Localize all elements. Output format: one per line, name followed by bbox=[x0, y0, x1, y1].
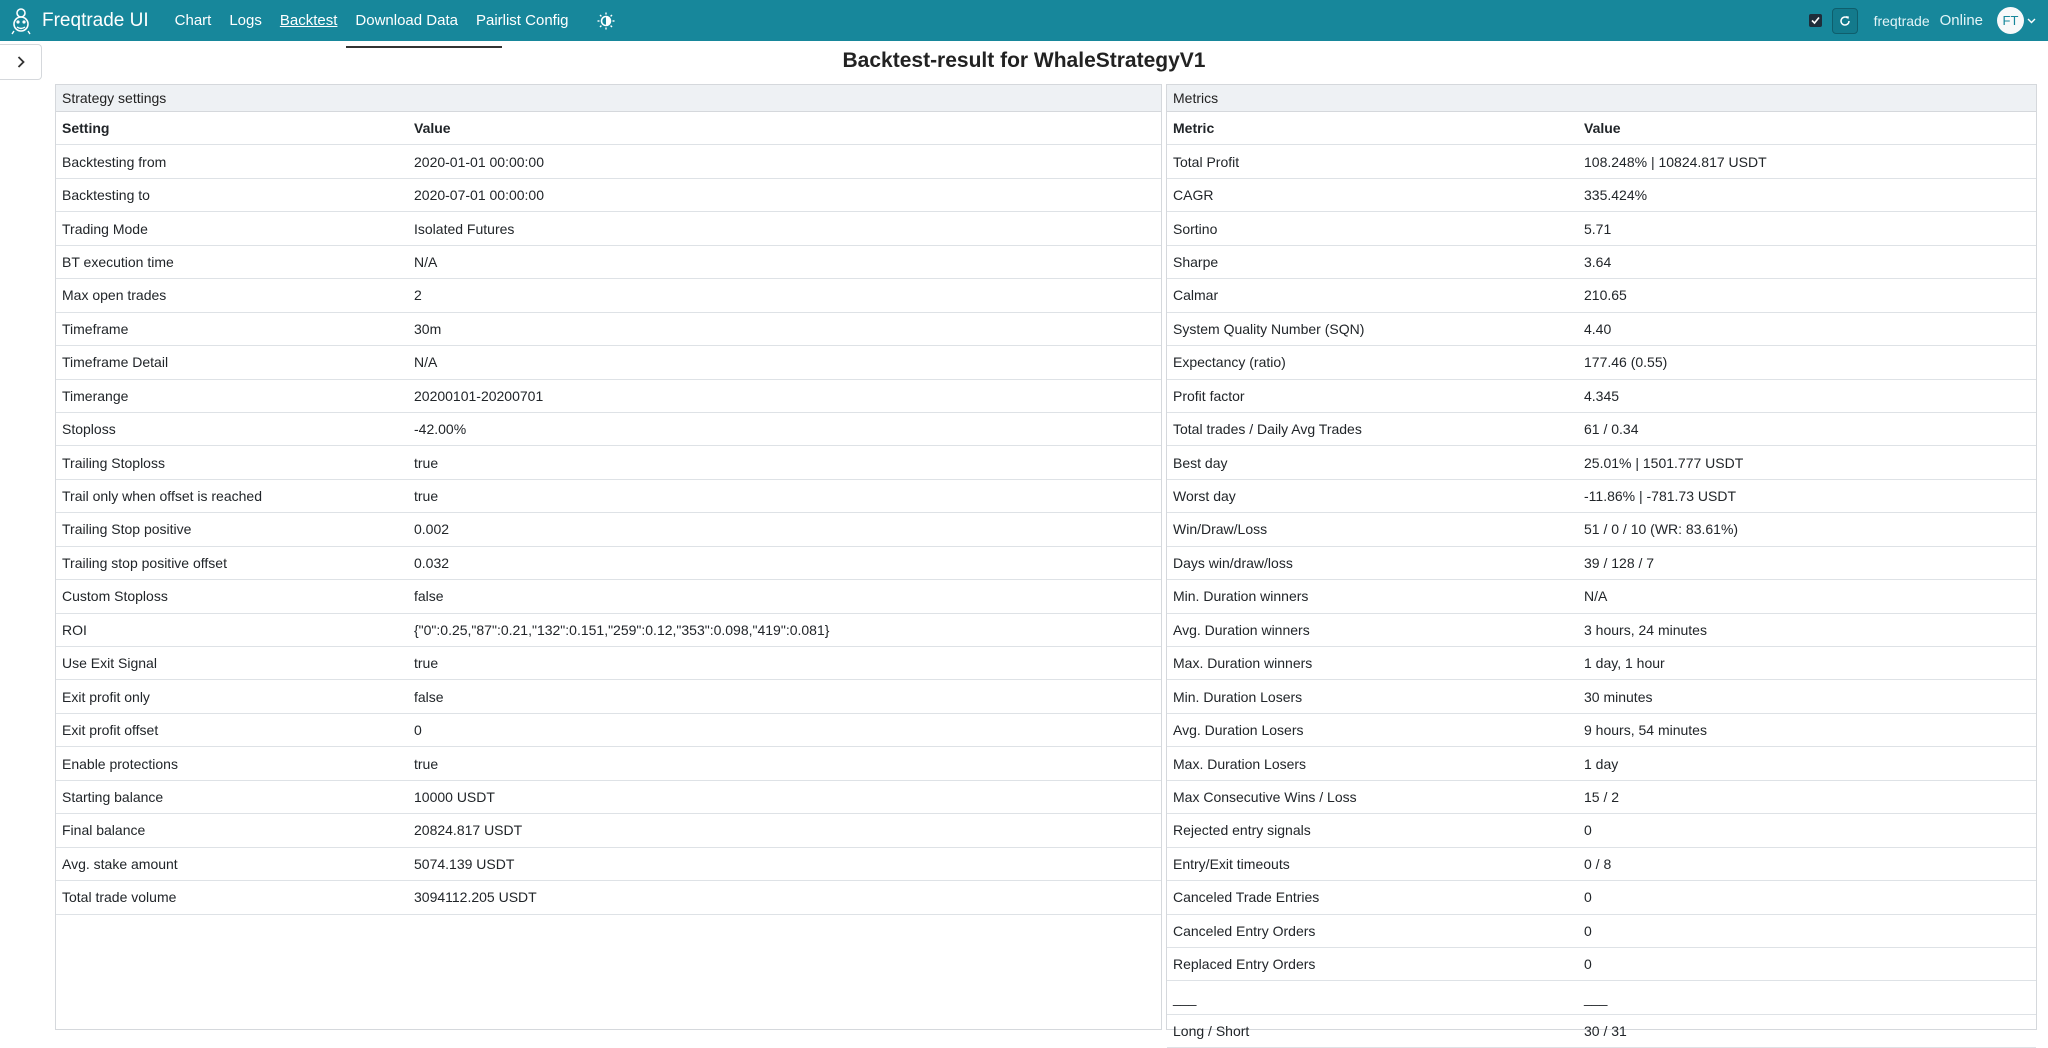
metric-name: Max Consecutive Wins / Loss bbox=[1167, 780, 1578, 813]
table-row bbox=[1167, 513, 2036, 546]
setting-name: Trailing Stoploss bbox=[56, 446, 408, 479]
setting-value: true bbox=[408, 479, 1161, 512]
metric-value: 3.64 bbox=[1578, 245, 2036, 278]
setting-name: Exit profit offset bbox=[56, 713, 408, 746]
refresh-icon bbox=[1839, 15, 1851, 27]
table-row bbox=[56, 713, 1161, 746]
table-row bbox=[1167, 379, 2036, 412]
setting-value: 10000 USDT bbox=[408, 780, 1161, 813]
table-row bbox=[1167, 981, 2036, 1014]
table-row bbox=[56, 780, 1161, 813]
setting-name: Use Exit Signal bbox=[56, 647, 408, 680]
table-row bbox=[1167, 346, 2036, 379]
metric-name: Canceled Trade Entries bbox=[1167, 881, 1578, 914]
navbar-right bbox=[1809, 0, 2040, 41]
setting-value: 0.032 bbox=[408, 546, 1161, 579]
setting-name: Trailing stop positive offset bbox=[56, 546, 408, 579]
metric-value: 0 bbox=[1578, 814, 2036, 847]
chevron-down-icon[interactable] bbox=[2027, 16, 2036, 25]
setting-value: true bbox=[408, 446, 1161, 479]
metric-value: 177.46 (0.55) bbox=[1578, 346, 2036, 379]
table-row bbox=[56, 513, 1161, 546]
metric-name: Total Profit bbox=[1167, 145, 1578, 178]
table-row bbox=[1167, 446, 2036, 479]
setting-name: Timeframe Detail bbox=[56, 346, 408, 379]
table-row bbox=[56, 647, 1161, 680]
setting-name: Exit profit only bbox=[56, 680, 408, 713]
table-header-row bbox=[1167, 112, 2036, 145]
brand-title: Freqtrade UI bbox=[42, 9, 149, 31]
brand[interactable] bbox=[10, 7, 149, 35]
metric-name: ___ bbox=[1167, 981, 1578, 1014]
table-row bbox=[56, 546, 1161, 579]
setting-name: Trailing Stop positive bbox=[56, 513, 408, 546]
table-row bbox=[56, 412, 1161, 445]
setting-name: Backtesting to bbox=[56, 178, 408, 211]
nav-chart[interactable]: Chart bbox=[174, 12, 212, 29]
user-avatar[interactable]: FT bbox=[1997, 7, 2024, 34]
setting-name: Enable protections bbox=[56, 747, 408, 780]
metric-name: Replaced Entry Orders bbox=[1167, 947, 1578, 980]
check-icon bbox=[1811, 16, 1820, 25]
auto-refresh-checkbox[interactable] bbox=[1809, 14, 1822, 27]
table-row bbox=[1167, 145, 2036, 178]
column-header-metric[interactable]: Metric bbox=[1167, 112, 1578, 145]
metric-name: System Quality Number (SQN) bbox=[1167, 312, 1578, 345]
top-navbar bbox=[0, 0, 2048, 41]
main-nav bbox=[175, 12, 615, 30]
metric-value: 1 day, 1 hour bbox=[1578, 647, 2036, 680]
table-row bbox=[1167, 613, 2036, 646]
metric-name: Max. Duration Losers bbox=[1167, 747, 1578, 780]
metric-value: 335.424% bbox=[1578, 178, 2036, 211]
metric-value: 51 / 0 / 10 (WR: 83.61%) bbox=[1578, 513, 2036, 546]
table-row bbox=[56, 178, 1161, 211]
column-header-setting[interactable]: Setting bbox=[56, 112, 408, 145]
setting-name: Backtesting from bbox=[56, 145, 408, 178]
metric-name: Win/Draw/Loss bbox=[1167, 513, 1578, 546]
nav-pairlist-config[interactable]: Pairlist Config bbox=[475, 12, 569, 29]
table-row bbox=[56, 580, 1161, 613]
freqtrade-logo-icon bbox=[10, 7, 32, 35]
metric-value: 0 bbox=[1578, 881, 2036, 914]
metric-name: Sortino bbox=[1167, 212, 1578, 245]
metric-name: Max. Duration winners bbox=[1167, 647, 1578, 680]
metric-value: 1 day bbox=[1578, 747, 2036, 780]
metric-value: 30 minutes bbox=[1578, 680, 2036, 713]
setting-value: 30m bbox=[408, 312, 1161, 345]
setting-value: N/A bbox=[408, 346, 1161, 379]
metric-value: N/A bbox=[1578, 580, 2036, 613]
metric-name: CAGR bbox=[1167, 178, 1578, 211]
metric-value: 15 / 2 bbox=[1578, 780, 2036, 813]
metric-value: 4.345 bbox=[1578, 379, 2036, 412]
table-row bbox=[1167, 412, 2036, 445]
metric-name: Expectancy (ratio) bbox=[1167, 346, 1578, 379]
setting-value: 2020-07-01 00:00:00 bbox=[408, 178, 1161, 211]
metric-name: Profit factor bbox=[1167, 379, 1578, 412]
metric-value: 39 / 128 / 7 bbox=[1578, 546, 2036, 579]
table-row bbox=[1167, 279, 2036, 312]
metric-value: 61 / 0.34 bbox=[1578, 412, 2036, 445]
metric-value: 108.248% | 10824.817 USDT bbox=[1578, 145, 2036, 178]
strategy-settings-header: Strategy settings bbox=[56, 85, 1161, 112]
setting-value: true bbox=[408, 747, 1161, 780]
metric-value: 25.01% | 1501.777 USDT bbox=[1578, 446, 2036, 479]
metric-name: Min. Duration Losers bbox=[1167, 680, 1578, 713]
metric-name: Entry/Exit timeouts bbox=[1167, 847, 1578, 880]
metric-value: 30 / 31 bbox=[1578, 1014, 2036, 1047]
setting-value: 5074.139 USDT bbox=[408, 847, 1161, 880]
metric-value: 0 / 8 bbox=[1578, 847, 2036, 880]
metric-name: Avg. Duration Losers bbox=[1167, 713, 1578, 746]
setting-name: Custom Stoploss bbox=[56, 580, 408, 613]
setting-value: 3094112.205 USDT bbox=[408, 881, 1161, 914]
setting-name: Timerange bbox=[56, 379, 408, 412]
metric-name: Calmar bbox=[1167, 279, 1578, 312]
setting-value: 20200101-20200701 bbox=[408, 379, 1161, 412]
metric-value: 3 hours, 24 minutes bbox=[1578, 613, 2036, 646]
table-row bbox=[56, 145, 1161, 178]
setting-name: Trail only when offset is reached bbox=[56, 479, 408, 512]
setting-value: true bbox=[408, 647, 1161, 680]
table-row bbox=[1167, 546, 2036, 579]
metric-name: Avg. Duration winners bbox=[1167, 613, 1578, 646]
table-row bbox=[56, 379, 1161, 412]
table-row bbox=[56, 814, 1161, 847]
metric-name: Best day bbox=[1167, 446, 1578, 479]
metric-name: Canceled Entry Orders bbox=[1167, 914, 1578, 947]
metric-name: Days win/draw/loss bbox=[1167, 546, 1578, 579]
table-row bbox=[1167, 245, 2036, 278]
setting-value: N/A bbox=[408, 245, 1161, 278]
setting-value: 0.002 bbox=[408, 513, 1161, 546]
setting-name: Timeframe bbox=[56, 312, 408, 345]
setting-name: Final balance bbox=[56, 814, 408, 847]
metrics-card bbox=[1166, 84, 2037, 1040]
metric-value: 210.65 bbox=[1578, 279, 2036, 312]
setting-value: 2020-01-01 00:00:00 bbox=[408, 145, 1161, 178]
strategy-settings-card bbox=[55, 84, 1162, 1030]
setting-name: Starting balance bbox=[56, 780, 408, 813]
table-row bbox=[1167, 1014, 2036, 1047]
setting-value: 2 bbox=[408, 279, 1161, 312]
metric-name: Rejected entry signals bbox=[1167, 814, 1578, 847]
nav-logs[interactable]: Logs bbox=[229, 12, 262, 29]
bot-name: freqtrade bbox=[1873, 12, 1930, 29]
table-row bbox=[1167, 713, 2036, 746]
table-row bbox=[1167, 814, 2036, 847]
setting-name: Total trade volume bbox=[56, 881, 408, 914]
table-row bbox=[56, 245, 1161, 278]
table-row bbox=[1167, 914, 2036, 947]
setting-value: -42.00% bbox=[408, 412, 1161, 445]
table-row bbox=[1167, 312, 2036, 345]
metric-name: Total trades / Daily Avg Trades bbox=[1167, 412, 1578, 445]
table-row bbox=[1167, 580, 2036, 613]
metric-value: -11.86% | -781.73 USDT bbox=[1578, 479, 2036, 512]
table-row bbox=[56, 346, 1161, 379]
table-row bbox=[56, 312, 1161, 345]
table-row bbox=[1167, 647, 2036, 680]
refresh-button[interactable] bbox=[1832, 8, 1858, 34]
metric-value: 4.40 bbox=[1578, 312, 2036, 345]
setting-name: BT execution time bbox=[56, 245, 408, 278]
column-header-value[interactable]: Value bbox=[1578, 112, 2036, 145]
metrics-table bbox=[1167, 112, 2036, 1048]
table-row bbox=[56, 613, 1161, 646]
nav-download-data[interactable]: Download Data bbox=[355, 12, 458, 29]
setting-value: Isolated Futures bbox=[408, 212, 1161, 245]
setting-value: false bbox=[408, 680, 1161, 713]
page-title: Backtest-result for WhaleStrategyV1 bbox=[842, 49, 1206, 72]
table-row bbox=[1167, 881, 2036, 914]
setting-name: Trading Mode bbox=[56, 212, 408, 245]
bot-status: Online bbox=[1939, 12, 1983, 29]
metric-name: Worst day bbox=[1167, 479, 1578, 512]
metric-name: Sharpe bbox=[1167, 245, 1578, 278]
nav-backtest[interactable]: Backtest bbox=[279, 12, 338, 29]
metric-value: 0 bbox=[1578, 947, 2036, 980]
table-row bbox=[56, 881, 1161, 914]
table-row bbox=[56, 212, 1161, 245]
table-row bbox=[1167, 178, 2036, 211]
table-row bbox=[56, 479, 1161, 512]
setting-value: 0 bbox=[408, 713, 1161, 746]
table-row bbox=[1167, 212, 2036, 245]
table-header-row bbox=[56, 112, 1161, 145]
column-header-value[interactable]: Value bbox=[408, 112, 1161, 145]
table-row bbox=[56, 446, 1161, 479]
setting-name: Stoploss bbox=[56, 412, 408, 445]
table-row bbox=[56, 747, 1161, 780]
metric-value: 9 hours, 54 minutes bbox=[1578, 713, 2036, 746]
metric-name: Min. Duration winners bbox=[1167, 580, 1578, 613]
table-row bbox=[1167, 747, 2036, 780]
table-row bbox=[56, 680, 1161, 713]
table-row bbox=[1167, 479, 2036, 512]
metrics-header: Metrics bbox=[1167, 85, 2036, 112]
table-row bbox=[1167, 780, 2036, 813]
metric-value: ___ bbox=[1578, 981, 2036, 1014]
metric-value: 0 bbox=[1578, 914, 2036, 947]
strategy-settings-table bbox=[56, 112, 1161, 915]
metric-name: Long / Short bbox=[1167, 1014, 1578, 1047]
setting-value: false bbox=[408, 580, 1161, 613]
table-row bbox=[1167, 947, 2036, 980]
table-row bbox=[56, 847, 1161, 880]
setting-value: 20824.817 USDT bbox=[408, 814, 1161, 847]
setting-name: Avg. stake amount bbox=[56, 847, 408, 880]
table-row bbox=[1167, 847, 2036, 880]
metric-value: 5.71 bbox=[1578, 212, 2036, 245]
theme-toggle-icon[interactable] bbox=[597, 12, 615, 30]
table-row bbox=[56, 279, 1161, 312]
setting-name: Max open trades bbox=[56, 279, 408, 312]
table-row bbox=[1167, 680, 2036, 713]
setting-name: ROI bbox=[56, 613, 408, 646]
setting-value: {"0":0.25,"87":0.21,"132":0.151,"259":0.12,"353":0.098,"419":0.081} bbox=[408, 613, 1161, 646]
